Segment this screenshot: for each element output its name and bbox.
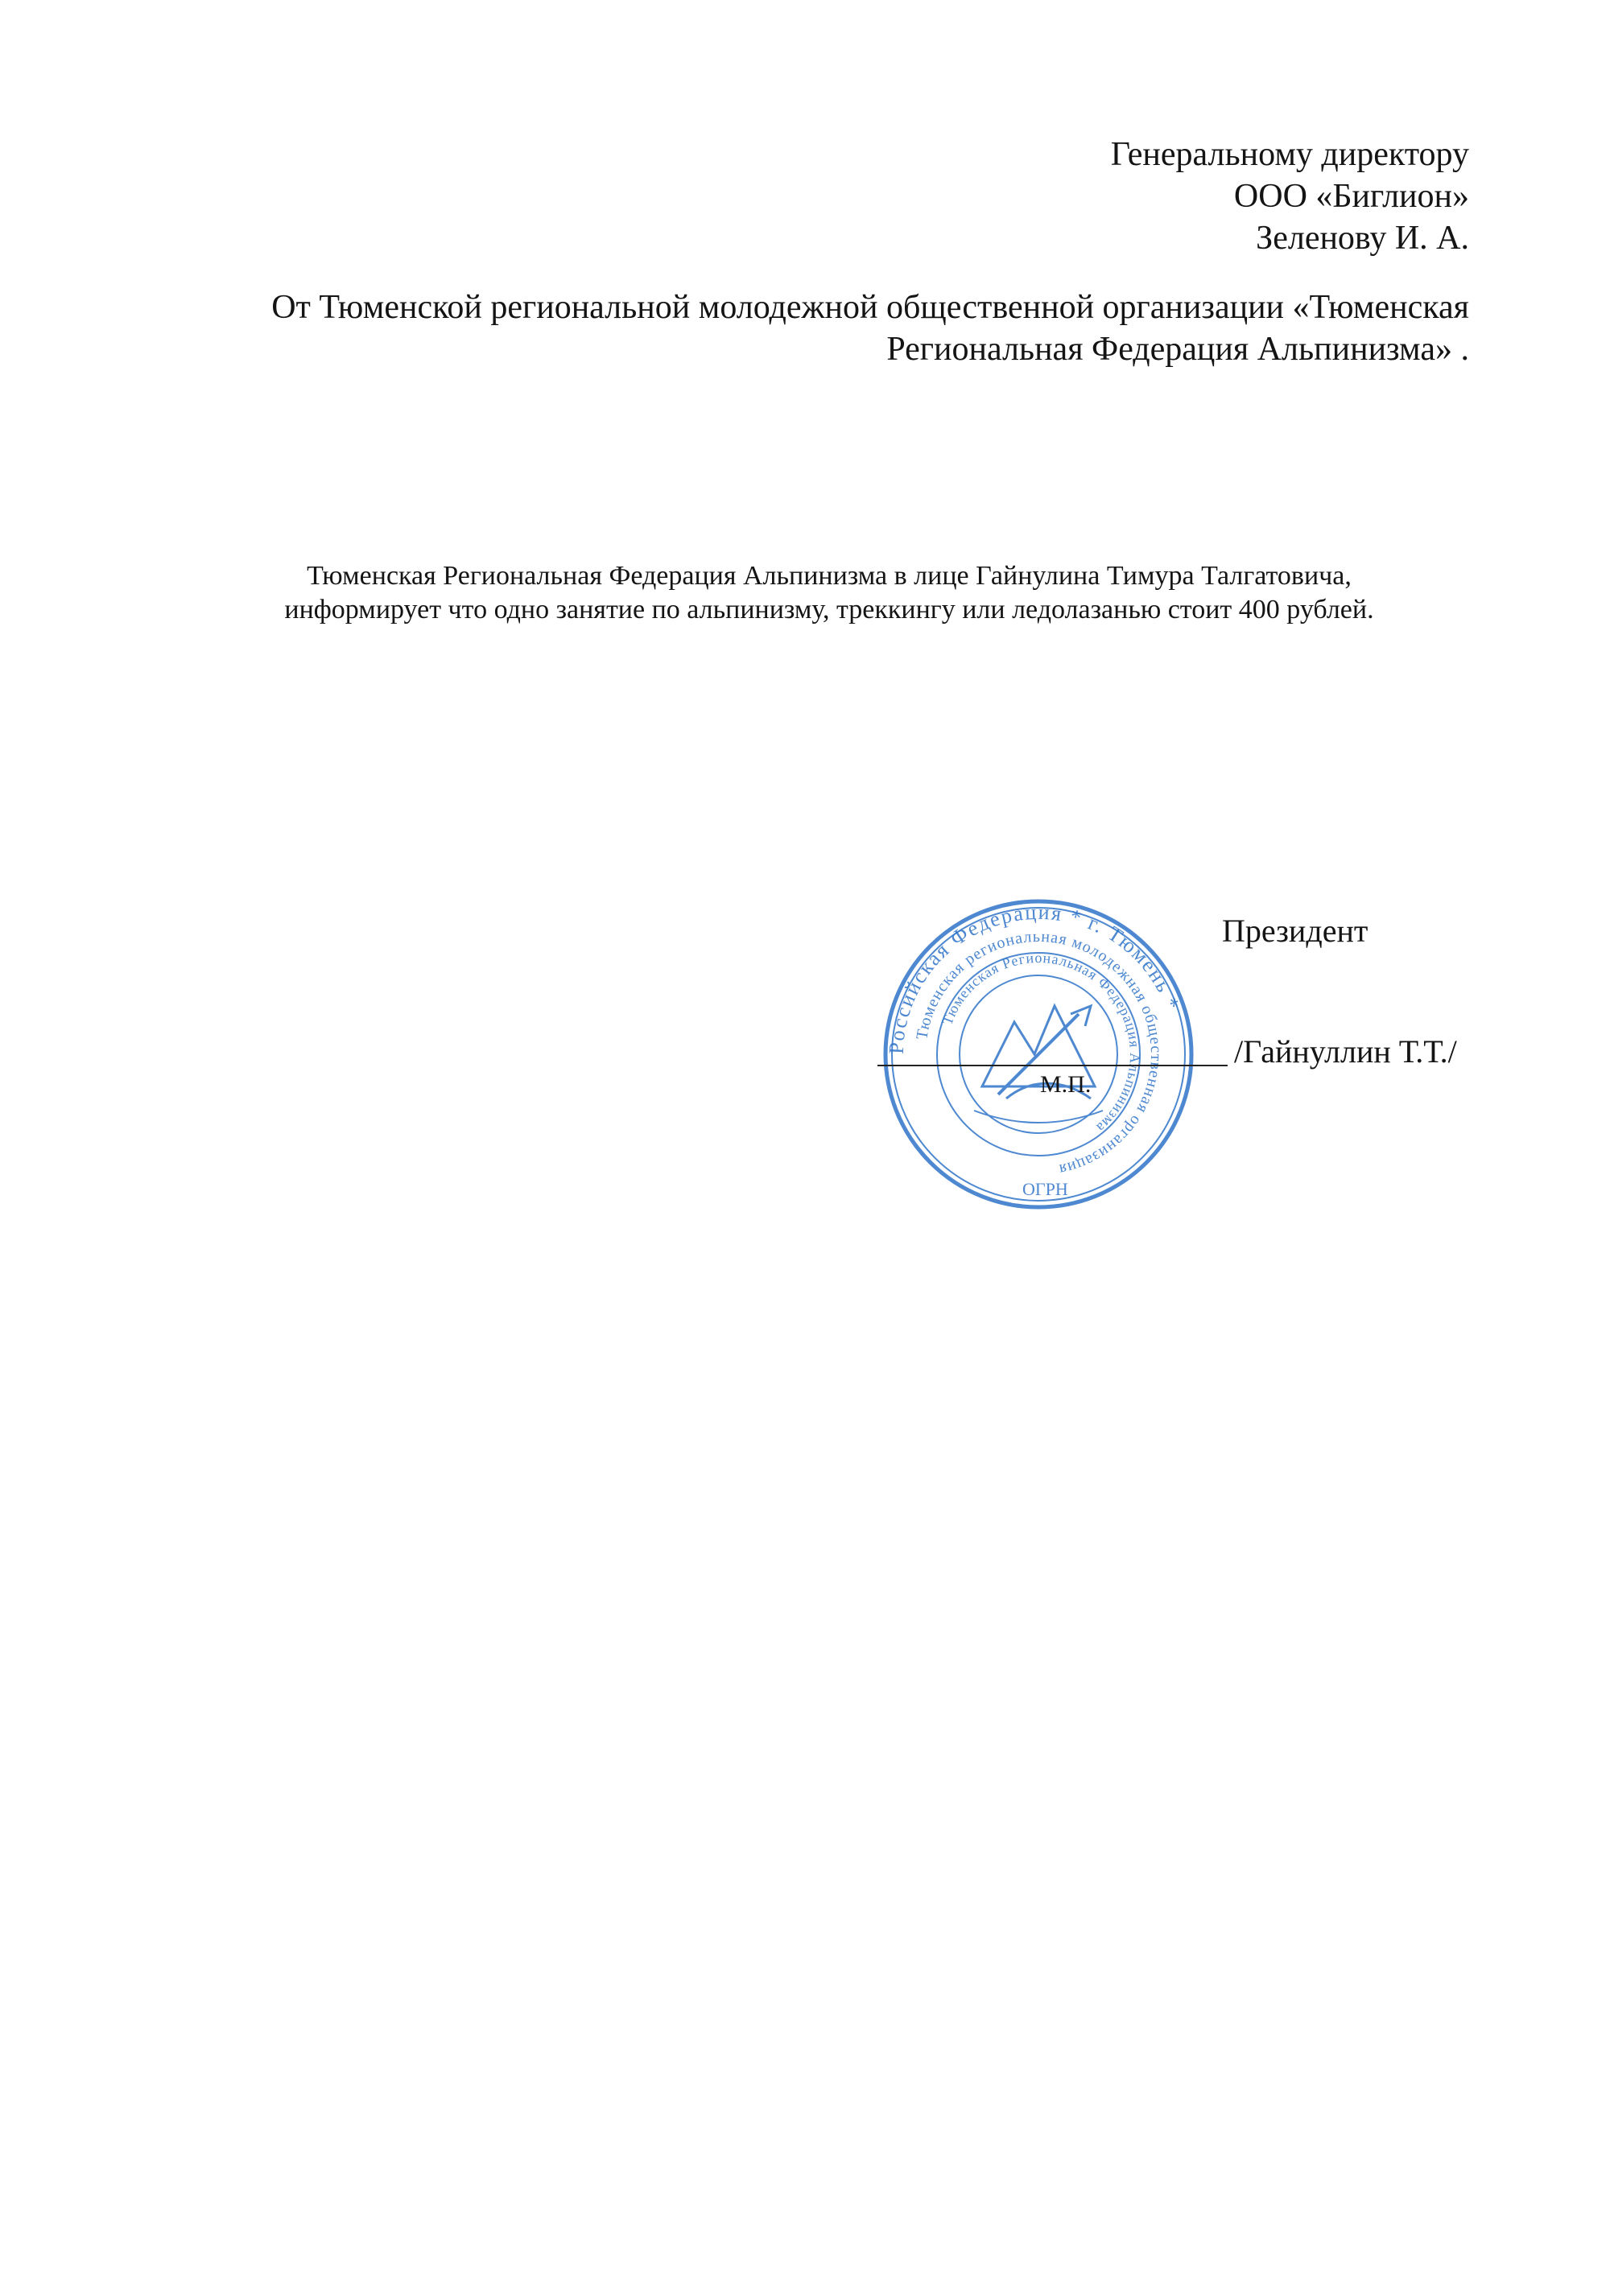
svg-text:Российская Федерация * г. Тюме: Российская Федерация * г. Тюмень *: [884, 900, 1185, 1055]
signer-name: /Гайнуллин Т.Т./: [1234, 1033, 1457, 1070]
sender-line-2: Региональная Федерация Альпинизма» .: [886, 331, 1469, 368]
sender-block: [181, 286, 1469, 370]
seal-place-label: М.П.: [1040, 1071, 1092, 1098]
svg-text:Тюменская региональная молодеж: Тюменская региональная молодежная общественная организация: [913, 927, 1166, 1179]
addressee-block: [1111, 134, 1469, 259]
letter-body: [97, 559, 1562, 627]
body-line-2: информирует что одно занятие по альпинизму, треккингу или ледолазанью стоит 400 рублей.: [284, 595, 1374, 624]
svg-text:ОГРН: ОГРН: [1022, 1179, 1068, 1199]
svg-text:Тюменская Региональная Федерац: Тюменская Региональная Федерация Альпинизма: [939, 949, 1144, 1136]
addressee-name: Зеленову И. А.: [1256, 220, 1469, 257]
stamp-seal-icon: [877, 893, 1199, 1215]
organization-stamp: [877, 893, 1199, 1215]
signer-title: Президент: [1222, 913, 1368, 949]
body-line-1: Тюменская Региональная Федерация Альпинизма в лице Гайнулина Тимура Талгатовича,: [307, 561, 1352, 591]
signature-line: [877, 1065, 1228, 1066]
sender-line-1: От Тюменской региональной молодежной общественной организации «Тюменская: [271, 289, 1469, 326]
addressee-position: Генеральному директору: [1110, 136, 1469, 173]
addressee-company: ООО «Биглион»: [1233, 178, 1469, 215]
